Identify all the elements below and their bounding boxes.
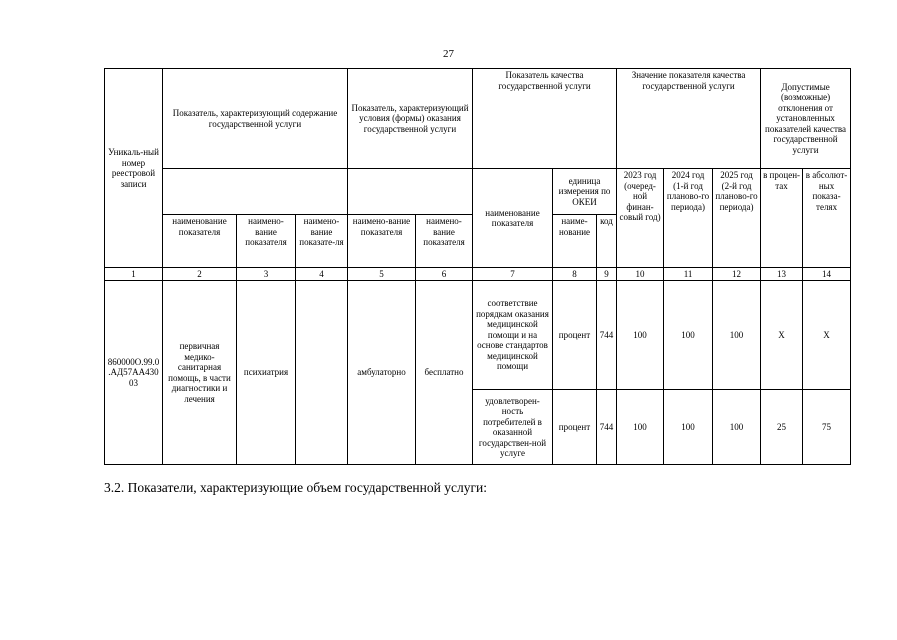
header-quality-name: наименование показателя	[473, 169, 553, 268]
deviation-pct: Х	[761, 281, 803, 390]
col-number: 4	[296, 268, 348, 281]
indicator-name: соответствие порядкам оказания медицинской помощи и на основе стандартов медицинской помощи	[473, 281, 553, 390]
header-deviation: Допустимые (возможные) отклонения от установленных показателей качества государственной услуги	[761, 69, 851, 169]
record-content-3	[296, 281, 348, 465]
header-dev-pct: в процен-тах	[761, 169, 803, 268]
value-2024: 100	[664, 281, 713, 390]
col-number: 3	[237, 268, 296, 281]
header-content: Показатель, характеризующий содержание государственной услуги	[163, 69, 348, 169]
header-2023: 2023 год (очеред-ной финан-совый год)	[617, 169, 664, 268]
col-number: 12	[713, 268, 761, 281]
col-number: 13	[761, 268, 803, 281]
header-quality: Показатель качества государственной услуги	[473, 69, 617, 169]
header-sub-4: наимено-вание показате-ля	[296, 215, 348, 268]
section-caption: 3.2. Показатели, характеризующие объем государственной услуги:	[104, 480, 487, 495]
header-sub-6: наимено-вание показателя	[416, 215, 473, 268]
quality-indicators-table	[104, 68, 851, 465]
col-number: 10	[617, 268, 664, 281]
record-condition-2: бесплатно	[416, 281, 473, 465]
value-2024: 100	[664, 390, 713, 465]
header-conditions: Показатель, характеризующий условия (формы) оказания государственной услуги	[348, 69, 473, 169]
header-okei-code: код	[597, 215, 617, 268]
col-number: 7	[473, 268, 553, 281]
column-numbers-row	[105, 268, 851, 281]
table-row	[105, 281, 851, 390]
col-number: 8	[553, 268, 597, 281]
value-2025: 100	[713, 390, 761, 465]
deviation-pct: 25	[761, 390, 803, 465]
col-number: 9	[597, 268, 617, 281]
header-record-id: Уникаль-ный номер реестровой записи	[105, 69, 163, 268]
header-sub-3: наимено-вание показателя	[237, 215, 296, 268]
header-okei-name: наиме-нование	[553, 215, 597, 268]
col-number: 6	[416, 268, 473, 281]
header-2025: 2025 год (2-й год планово-го периода)	[713, 169, 761, 268]
header-values: Значение показателя качества государственной услуги	[617, 69, 761, 169]
header-sub-2: наименование показателя	[163, 215, 237, 268]
record-condition-1: амбулаторно	[348, 281, 416, 465]
col-number: 1	[105, 268, 163, 281]
record-content-2: психиатрия	[237, 281, 296, 465]
page-number: 27	[443, 48, 454, 60]
deviation-abs: 75	[803, 390, 851, 465]
record-content-1: первичная медико-санитарная помощь, в части диагностики и лечения	[163, 281, 237, 465]
header-dev-abs: в абсолют-ных показа-телях	[803, 169, 851, 268]
col-number: 11	[664, 268, 713, 281]
value-2023: 100	[617, 281, 664, 390]
value-2023: 100	[617, 390, 664, 465]
deviation-abs: Х	[803, 281, 851, 390]
header-2024: 2024 год (1-й год планово-го периода)	[664, 169, 713, 268]
record-id: 860000О.99.0.АД57АА43003	[105, 281, 163, 465]
value-2025: 100	[713, 281, 761, 390]
indicator-code: 744	[597, 281, 617, 390]
indicator-unit: процент	[553, 281, 597, 390]
indicator-name: удовлетворен-ность потребителей в оказанной государствен-ной услуге	[473, 390, 553, 465]
indicator-code: 744	[597, 390, 617, 465]
header-okei: единица измерения по ОКЕИ	[553, 169, 617, 215]
col-number: 14	[803, 268, 851, 281]
col-number: 5	[348, 268, 416, 281]
header-sub-5: наимено-вание показателя	[348, 215, 416, 268]
col-number: 2	[163, 268, 237, 281]
indicator-unit: процент	[553, 390, 597, 465]
